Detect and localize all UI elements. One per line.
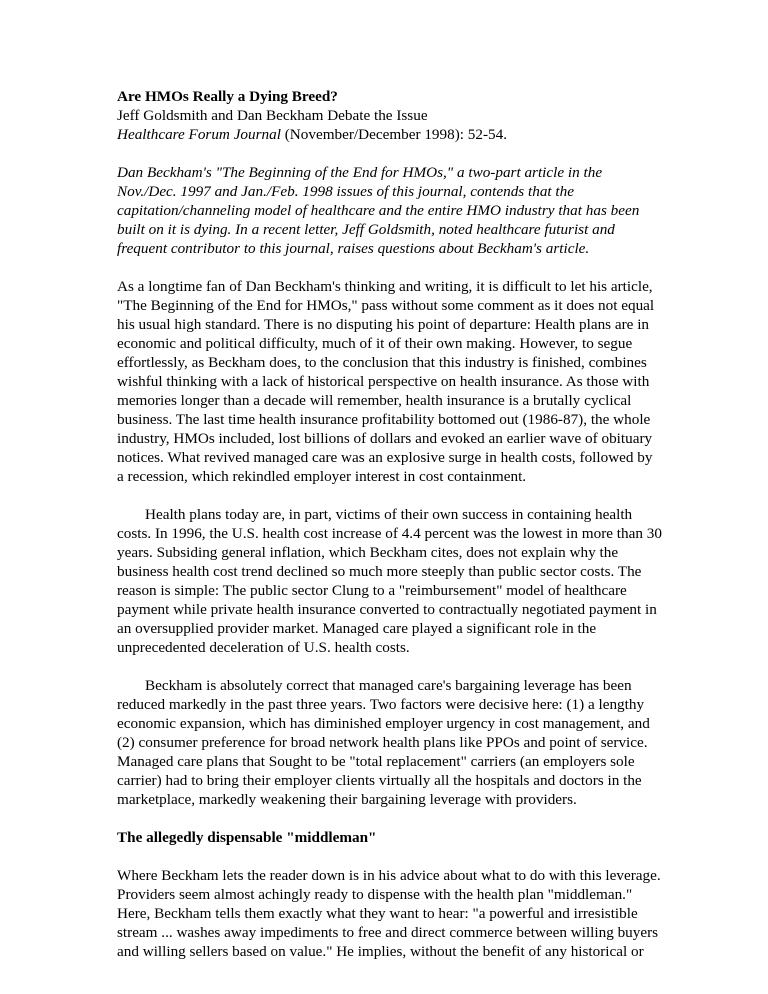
article-body [117,87,662,961]
journal-citation: (November/December 1998): 52-54. [280,126,508,143]
section-paragraph: Where Beckham lets the reader down is in his advice about what to do with this leverage. Providers seem almost achingly ready to dispense with the health plan "middleman." Here, Beckham tells them exactly what they want to hear: "a powerful and irresistible stream ... washes away impediments to free and direct commerce between willing buyers and willing sellers based on value." He implies, without the benefit of any historical or [117,867,661,960]
article-byline: Jeff Goldsmith and Dan Beckham Debate the Issue [117,107,428,124]
journal-name: Healthcare Forum Journal [117,126,281,143]
paragraph-2: Health plans today are, in part, victims of their own success in containing health costs. In 1996, the U.S. health cost increase of 4.4 percent was the lowest in more than 30 years. Subsiding general inflation, which Beckham cites, does not explain why the business health cost trend declined so much more steeply than public sector costs. The reason is simple: The public sector Clung to a "reimbursement" model of healthcare payment while private health insurance converted to contractually negotiated payment in an oversupplied provider market. Managed care played a significant role in the unprecedented deceleration of U.S. health costs. [117,506,662,656]
article-title: Are HMOs Really a Dying Breed? [117,88,338,105]
article-header [117,87,662,144]
section-heading: The allegedly dispensable "middleman" [117,829,377,846]
journal-citation-line [117,125,662,144]
paragraph-3: Beckham is absolutely correct that managed care's bargaining leverage has been reduced markedly in the past three years. Two factors were decisive here: (1) a lengthy economic expansion, which has diminished employer urgency in cost management, and (2) consumer preference for broad network health plans like PPOs and point of service. Managed care plans that Sought to be "total replacement" carriers (an employers sole carrier) had to bring their employer clients virtually all the hospitals and doctors in the marketplace, markedly weakening their bargaining leverage with providers. [117,677,650,808]
article-intro: Dan Beckham's "The Beginning of the End for HMOs," a two-part article in the Nov./Dec. 1997 and Jan./Feb. 1998 issues of this journal, contends that the capitation/channeling model of healthcare and the entire HMO industry that has been built on it is dying. In a recent letter, Jeff Goldsmith, noted healthcare futurist and frequent contributor to this journal, raises questions about Beckham's article. [117,164,640,257]
paragraph-1: As a longtime fan of Dan Beckham's thinking and writing, it is difficult to let his article, "The Beginning of the End for HMOs," pass without some comment as it does not equal his usual high standard. There is no disputing his point of departure: Health plans are in economic and political difficulty, much of it of their own making. However, to segue effortlessly, as Beckham does, to the conclusion that this industry is finished, combines wishful thinking with a lack of historical perspective on health insurance. As those with memories longer than a decade will remember, health insurance is a brutally cyclical business. The last time health insurance profitability bottomed out (1986-87), the whole industry, HMOs included, lost billions of dollars and evoked an earlier wave of obituary notices. What revived managed care was an explosive surge in health costs, followed by a recession, which rekindled employer interest in cost containment. [117,278,655,485]
